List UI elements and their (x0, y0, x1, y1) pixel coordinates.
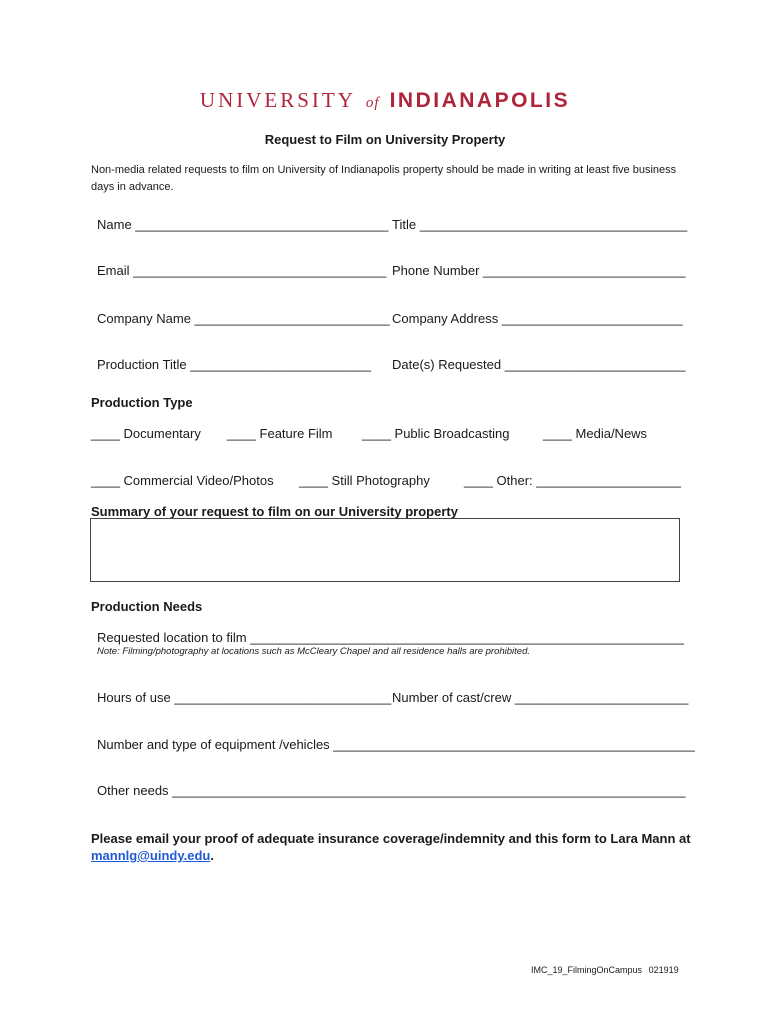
production-type-heading: Production Type (91, 395, 193, 410)
option-public-broadcasting[interactable]: ____ Public Broadcasting (362, 426, 510, 441)
page-title: Request to Film on University Property (264, 132, 506, 147)
dates-requested-field[interactable]: Date(s) Requested _________________________ (392, 357, 686, 372)
other-needs-field[interactable]: Other needs _______________________________________________________________________ (97, 783, 686, 798)
email-field[interactable]: Email ___________________________________ (97, 263, 387, 278)
logo-indianapolis: INDIANAPOLIS (389, 89, 571, 112)
footer-code (531, 965, 679, 975)
production-needs-heading: Production Needs (91, 599, 203, 614)
title-field[interactable]: Title _____________________________________ (392, 217, 688, 232)
company-name-field[interactable]: Company Name ___________________________ (97, 311, 390, 326)
closing-instructions (91, 830, 691, 864)
summary-heading: Summary of your request to film on our University property (91, 504, 458, 519)
intro-text: Non-media related requests to film on University of Indianapolis property should be made in writing at least five business days in advance. (91, 164, 677, 193)
company-address-field[interactable]: Company Address _________________________ (392, 311, 683, 326)
closing-period: . (210, 848, 214, 863)
option-media-news[interactable]: ____ Media/News (543, 426, 648, 441)
option-feature-film[interactable]: ____ Feature Film (227, 426, 333, 441)
location-note: Note: Filming/photography at locations such as McCleary Chapel and all residence halls are prohibited. (97, 646, 531, 657)
option-still-photography[interactable]: ____ Still Photography (299, 473, 430, 488)
form-code: IMC_19_FilmingOnCampus (531, 965, 643, 975)
equipment-field[interactable]: Number and type of equipment /vehicles __________________________________________________ (97, 737, 695, 752)
name-field[interactable]: Name ___________________________________ (97, 217, 389, 232)
email-link[interactable]: mannlg@uindy.edu (91, 848, 211, 863)
form-date: 021919 (648, 965, 679, 975)
cast-crew-field[interactable]: Number of cast/crew ________________________ (392, 690, 689, 705)
summary-textbox[interactable] (90, 518, 680, 582)
location-field[interactable]: Requested location to film ____________________________________________________________ (97, 630, 684, 645)
production-title-field[interactable]: Production Title _________________________ (97, 357, 371, 372)
logo-of: of (365, 95, 380, 111)
logo-university: UNIVERSITY (199, 88, 356, 112)
option-documentary[interactable]: ____ Documentary (91, 426, 201, 441)
phone-field[interactable]: Phone Number ____________________________ (392, 263, 686, 278)
university-logo (0, 88, 770, 113)
hours-field[interactable]: Hours of use ______________________________ (97, 690, 392, 705)
option-commercial-video[interactable]: ____ Commercial Video/Photos (91, 473, 274, 488)
option-other[interactable]: ____ Other: ____________________ (464, 473, 681, 488)
closing-text: Please email your proof of adequate insurance coverage/indemnity and this form to Lara Mann at (91, 831, 691, 846)
